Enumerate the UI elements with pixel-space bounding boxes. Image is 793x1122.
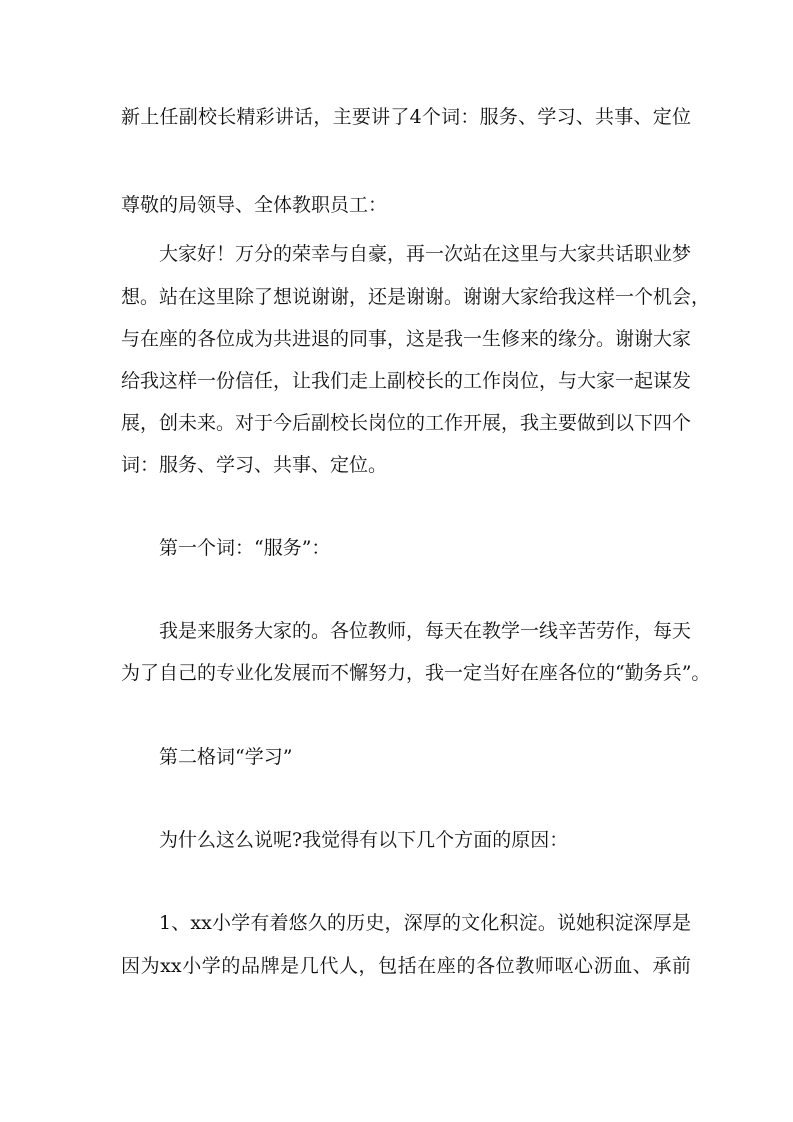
text-line: 展，创未来。对于今后副校长岗位的工作开展，我主要做到以下四个 [121,412,692,434]
text-line: 与在座的各位成为共进退的同事，这是我一生修来的缘分。谢谢大家 [121,328,692,350]
paragraph-reason: 为什么这么说呢?我觉得有以下几个方面的原因： [159,829,569,851]
text-line: 想。站在这里除了想说谢谢，还是谢谢。谢谢大家给我这样一个机会， [121,286,711,308]
section-heading-service: 第一个词：“服务”： [159,537,331,559]
document-title: 新上任副校长精彩讲话，主要讲了4个词：服务、学习、共事、定位 [121,106,691,128]
salutation: 尊敬的局领导、全体教职员工： [121,194,388,216]
text-line: 大家好！万分的荣幸与自豪，再一次站在这里与大家共话职业梦 [159,243,692,265]
text-line: 为了自己的专业化发展而不懈努力，我一定当好在座各位的“勤务兵”。 [121,662,711,684]
text-line: 我是来服务大家的。各位教师，每天在教学一线辛苦劳作，每天 [159,620,692,642]
text-line: 给我这样一份信任，让我们走上副校长的工作岗位，与大家一起谋发 [121,370,692,392]
text-line: 因为xx小学的品牌是几代人，包括在座的各位教师呕心沥血、承前 [121,955,691,977]
text-line: 词：服务、学习、共事、定位。 [121,454,388,476]
text-line: 1、xx小学有着悠久的历史，深厚的文化积淀。说她积淀深厚是 [159,912,691,934]
section-heading-study: 第二格词“学习” [159,746,293,768]
